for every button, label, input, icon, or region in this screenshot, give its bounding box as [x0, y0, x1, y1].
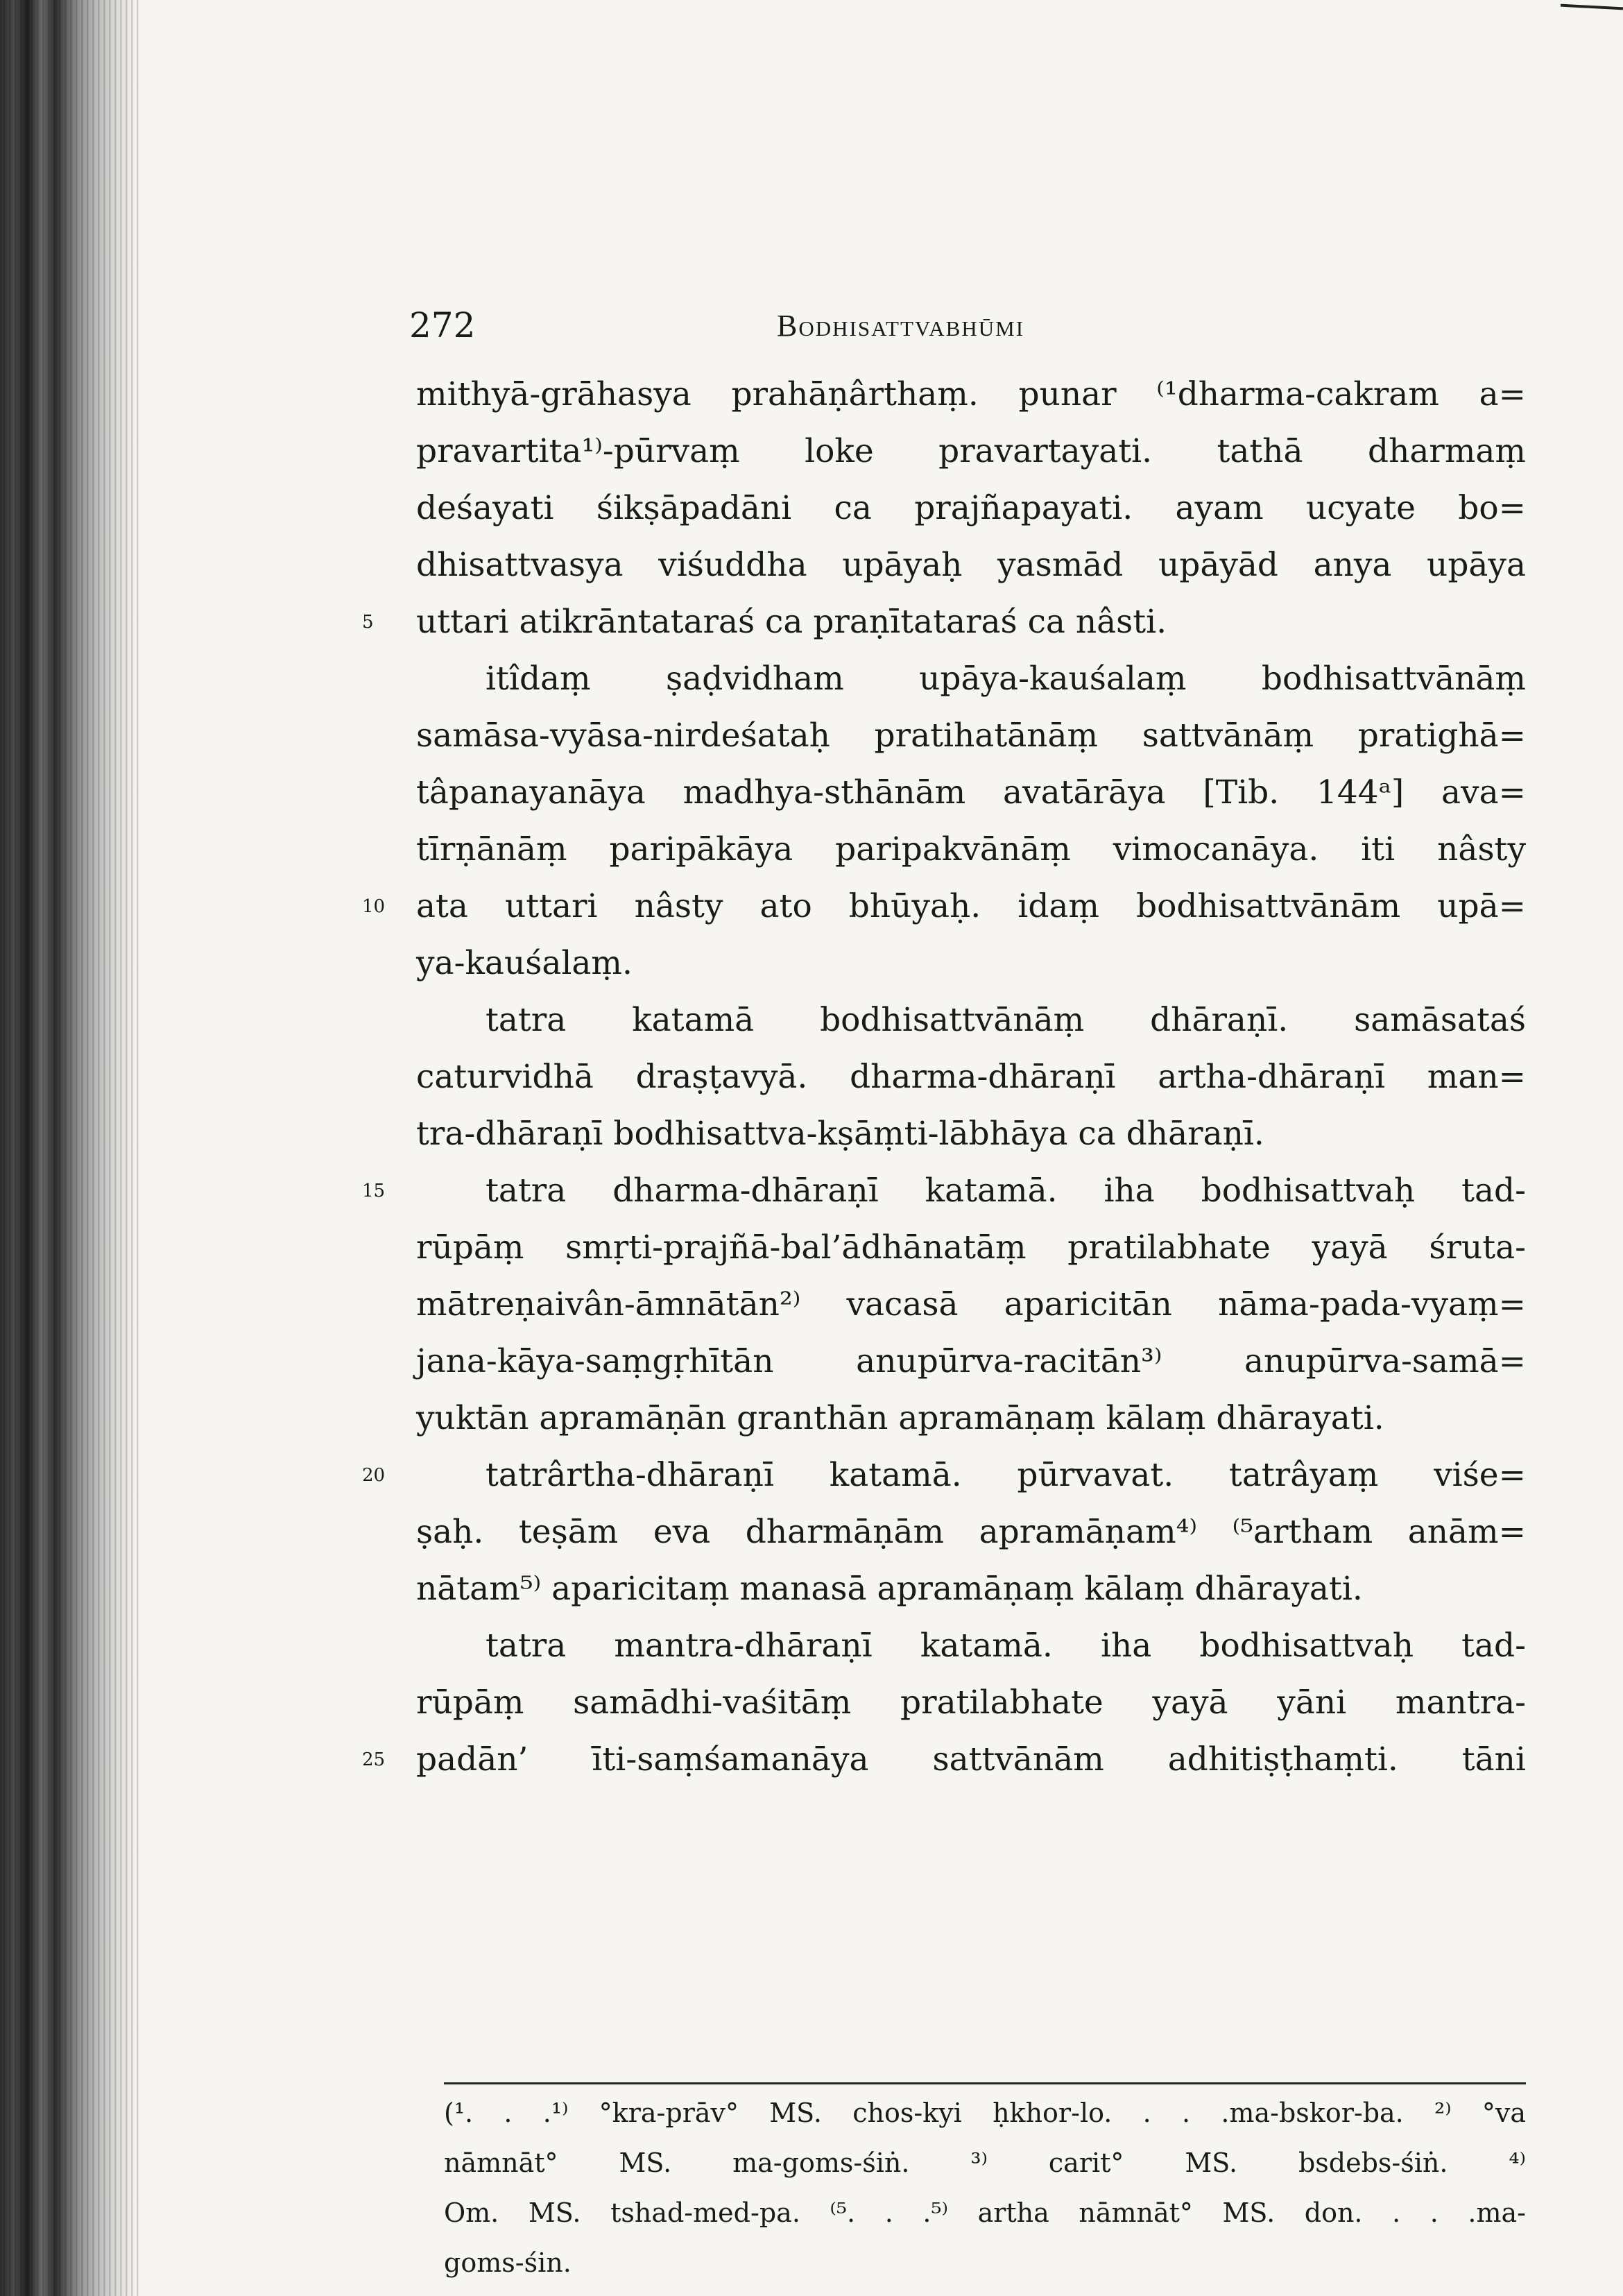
scan-corner-mark: [1561, 4, 1623, 10]
footnotes: [444, 2088, 1526, 2288]
text-line-1: [416, 366, 1526, 423]
line-text: mātreṇaivân-āmnātān²⁾ vacasā aparicitān nāma-pada-vyaṃ=: [416, 1285, 1526, 1323]
line-text: tra-dhāraṇī bodhisattva-kṣāṃti-lābhāya ca dhāraṇī.: [416, 1115, 1264, 1153]
line-text: tatrârtha-dhāraṇī katamā. pūrvavat. tatrâyaṃ viśe=: [486, 1456, 1526, 1494]
text-line-10: [362, 878, 1526, 935]
gutter-page-edges: [0, 0, 139, 2296]
line-text: uttari atikrāntataraś ca praṇītataraś ca nâsti.: [416, 603, 1167, 641]
line-text: tatra katamā bodhisattvānāṃ dhāraṇī. samāsataś: [486, 1001, 1526, 1039]
line-text: padān’ īti-saṃśamanāya sattvānām adhitiṣṭhaṃti. tāni: [416, 1740, 1526, 1779]
line-text: ata uttari nâsty ato bhūyaḥ. idaṃ bodhisattvānām upā=: [416, 887, 1526, 925]
text-line-17: [416, 1276, 1526, 1333]
text-line-8: [416, 764, 1526, 821]
main-text: [362, 366, 1526, 1788]
footnote-line-2: nāmnāt° MS. ma-goms-śiṅ. ³⁾ carit° MS. bsdebs-śiṅ. ⁴⁾: [444, 2148, 1526, 2178]
line-text: ya-kauśalaṃ.: [416, 944, 633, 982]
line-number: 10: [362, 896, 386, 917]
text-line-4: [416, 537, 1526, 594]
running-title: Bodhisattvabhūmi: [777, 309, 1025, 343]
text-line-11: [416, 935, 1526, 992]
text-line-21: [416, 1504, 1526, 1561]
text-line-24: [416, 1674, 1526, 1731]
text-line-15: [362, 1163, 1526, 1219]
text-line-16: [416, 1219, 1526, 1276]
page-header: [409, 305, 1526, 347]
line-text: dhisattvasya viśuddha upāyaḥ yasmād upāyād anya upāya: [416, 546, 1526, 584]
text-line-20: [362, 1447, 1526, 1504]
line-text: ṣaḥ. teṣām eva dharmāṇām apramāṇam⁴⁾ ⁽⁵artham anām=: [416, 1513, 1526, 1551]
text-line-13: [416, 1049, 1526, 1106]
line-text: tatra dharma-dhāraṇī katamā. iha bodhisattvaḥ tad-: [486, 1172, 1526, 1210]
footnote-line-4: goms-śin.: [444, 2247, 572, 2278]
line-text: rūpāṃ samādhi-vaśitāṃ pratilabhate yayā yāni mantra-: [416, 1684, 1526, 1722]
text-line-7: [416, 708, 1526, 764]
text-line-23: [416, 1618, 1526, 1674]
line-text: deśayati śikṣāpadāni ca prajñapayati. ayam ucyate bo=: [416, 489, 1526, 527]
text-line-22: [416, 1561, 1526, 1618]
footnote-line-1: (¹. . .¹⁾ °kra-prāv° MS. chos-kyi ḥkhor-lo. . . .ma-bskor-ba. ²⁾ °va: [444, 2098, 1526, 2128]
line-text: caturvidhā draṣṭavyā. dharma-dhāraṇī artha-dhāraṇī man=: [416, 1058, 1526, 1096]
line-number: 15: [362, 1181, 386, 1201]
line-text: nātam⁵⁾ aparicitaṃ manasā apramāṇaṃ kālaṃ dhārayati.: [416, 1570, 1363, 1608]
line-number: 20: [362, 1465, 386, 1486]
line-text: jana-kāya-saṃgṛhītān anupūrva-racitān³⁾ anupūrva-samā=: [416, 1342, 1526, 1380]
line-text: rūpāṃ smṛti-prajñā-bal’ādhānatāṃ pratilabhate yayā śruta-: [416, 1228, 1526, 1267]
text-line-6: [416, 651, 1526, 708]
line-text: tâpanayanāya madhya-sthānām avatārāya [Tib. 144ᵃ] ava=: [416, 773, 1526, 812]
line-number: 25: [362, 1749, 386, 1770]
footnote-rule: [444, 2082, 1526, 2084]
line-text: samāsa-vyāsa-nirdeśataḥ pratihatānāṃ sattvānāṃ pratighā=: [416, 717, 1526, 755]
text-line-5: [362, 594, 1526, 651]
text-line-9: [416, 821, 1526, 878]
line-text: mithyā-grāhasya prahāṇârthaṃ. punar ⁽¹dharma-cakram a=: [416, 375, 1526, 413]
text-line-2: [416, 423, 1526, 480]
line-text: pravartita¹⁾-pūrvaṃ loke pravartayati. tathā dharmaṃ: [416, 432, 1526, 470]
footnote-line-3: Om. MS. tshad-med-pa. ⁽⁵. . .⁵⁾ artha nāmnāt° MS. don. . . .ma-: [444, 2198, 1526, 2228]
line-text: tatra mantra-dhāraṇī katamā. iha bodhisattvaḥ tad-: [486, 1627, 1526, 1665]
text-line-25: [362, 1731, 1526, 1788]
text-line-14: [416, 1106, 1526, 1163]
text-line-3: [416, 480, 1526, 537]
line-text: itîdaṃ ṣaḍvidham upāya-kauśalaṃ bodhisattvānāṃ: [486, 660, 1526, 698]
page-number: 272: [409, 305, 476, 345]
line-text: tīrṇānāṃ paripākāya paripakvānāṃ vimocanāya. iti nâsty: [416, 830, 1526, 868]
text-line-19: [416, 1390, 1526, 1447]
text-line-12: [416, 992, 1526, 1049]
text-line-18: [416, 1333, 1526, 1390]
line-number: 5: [362, 612, 374, 633]
line-text: yuktān apramāṇān granthān apramāṇaṃ kālaṃ dhārayati.: [416, 1399, 1384, 1437]
